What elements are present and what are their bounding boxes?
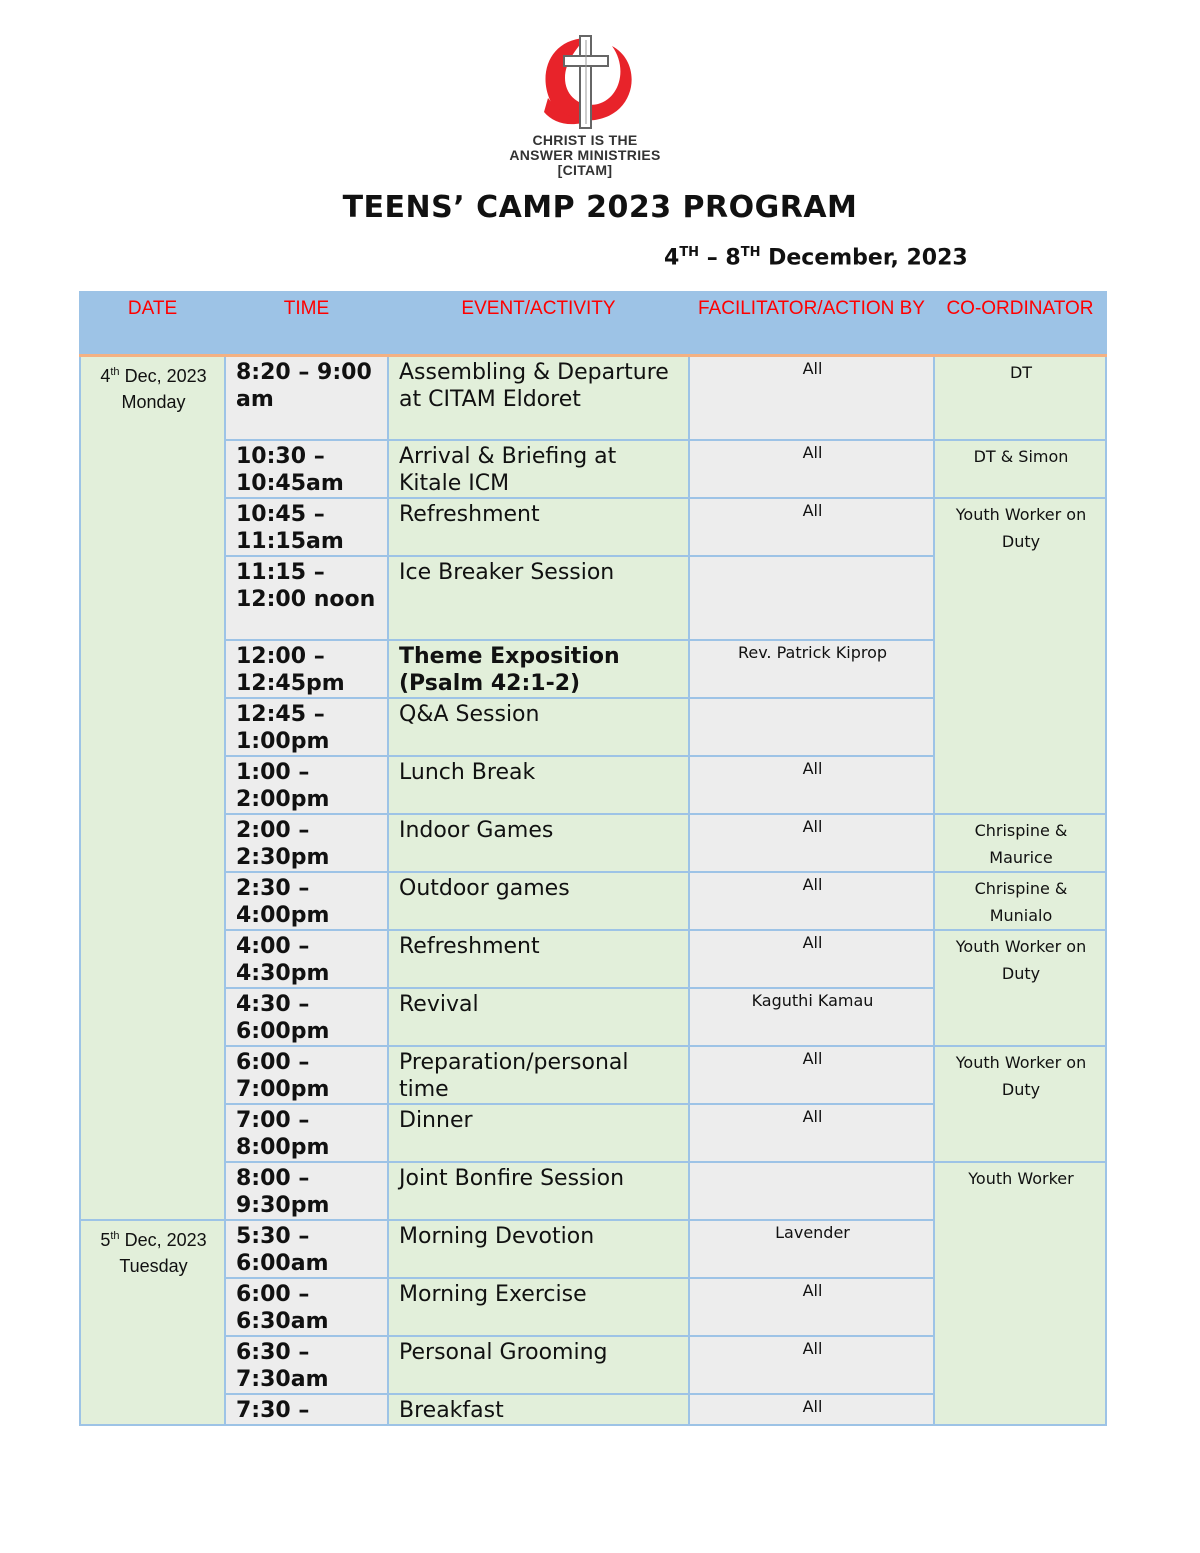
- facilitator-cell: All: [689, 756, 934, 814]
- event-dates: 4TH – 8TH December, 2023: [664, 245, 968, 271]
- header-coordinator: CO-ORDINATOR: [934, 292, 1106, 356]
- time-cell: 2:30 – 4:00pm: [225, 872, 388, 930]
- event-cell: Arrival & Briefing at Kitale ICM: [388, 440, 689, 498]
- time-cell: 8:00 – 9:30pm: [225, 1162, 388, 1220]
- time-cell: 7:30 –: [225, 1394, 388, 1425]
- date-cell-day2: 5th Dec, 2023 Tuesday: [80, 1220, 225, 1425]
- facilitator-cell: All: [689, 1104, 934, 1162]
- facilitator-cell: All: [689, 1394, 934, 1425]
- event-cell: Ice Breaker Session: [388, 556, 689, 640]
- time-cell: 7:00 – 8:00pm: [225, 1104, 388, 1162]
- facilitator-cell: Lavender: [689, 1220, 934, 1278]
- time-cell: 6:00 – 7:00pm: [225, 1046, 388, 1104]
- facilitator-cell: [689, 698, 934, 756]
- date-cell-day1: 4th Dec, 2023 Monday: [80, 356, 225, 1220]
- table-row: [80, 1046, 1106, 1104]
- time-cell: 5:30 – 6:00am: [225, 1220, 388, 1278]
- event-cell: Lunch Break: [388, 756, 689, 814]
- facilitator-cell: All: [689, 1336, 934, 1394]
- table-row: [80, 930, 1106, 988]
- table-row: [80, 872, 1106, 930]
- event-cell: Morning Exercise: [388, 1278, 689, 1336]
- event-cell: Preparation/personal time: [388, 1046, 689, 1104]
- time-cell: 12:00 – 12:45pm: [225, 640, 388, 698]
- facilitator-cell: All: [689, 930, 934, 988]
- time-cell: 4:00 – 4:30pm: [225, 930, 388, 988]
- facilitator-cell: All: [689, 440, 934, 498]
- event-cell: Personal Grooming: [388, 1336, 689, 1394]
- table-header-row: [80, 292, 1106, 356]
- facilitator-cell: Rev. Patrick Kiprop: [689, 640, 934, 698]
- coordinator-cell: Youth Worker on Duty: [934, 498, 1106, 814]
- event-cell: Revival: [388, 988, 689, 1046]
- header-event: EVENT/ACTIVITY: [388, 292, 689, 356]
- header-time: TIME: [225, 292, 388, 356]
- coordinator-cell: Chrispine & Munialo: [934, 872, 1106, 930]
- event-cell: Joint Bonfire Session: [388, 1162, 689, 1220]
- facilitator-cell: All: [689, 872, 934, 930]
- table-row: [80, 440, 1106, 498]
- header-facilitator: FACILITATOR/ACTION BY: [689, 292, 934, 356]
- time-cell: 12:45 – 1:00pm: [225, 698, 388, 756]
- facilitator-cell: [689, 1162, 934, 1220]
- logo-line-1: CHRIST IS THE: [532, 132, 638, 148]
- facilitator-cell: All: [689, 1278, 934, 1336]
- event-cell: Morning Devotion: [388, 1220, 689, 1278]
- facilitator-cell: Kaguthi Kamau: [689, 988, 934, 1046]
- coordinator-cell: Youth Worker on Duty: [934, 930, 1106, 1046]
- coordinator-cell: Chrispine & Maurice: [934, 814, 1106, 872]
- event-cell: Outdoor games: [388, 872, 689, 930]
- time-cell: 10:30 – 10:45am: [225, 440, 388, 498]
- facilitator-cell: All: [689, 814, 934, 872]
- event-cell: Refreshment: [388, 498, 689, 556]
- event-cell: Refreshment: [388, 930, 689, 988]
- coordinator-cell: Youth Worker on Duty: [934, 1046, 1106, 1162]
- event-cell: Dinner: [388, 1104, 689, 1162]
- time-cell: 11:15 – 12:00 noon: [225, 556, 388, 640]
- program-table: [79, 291, 1107, 1426]
- logo-line-2: ANSWER MINISTRIES: [509, 147, 661, 163]
- facilitator-cell: All: [689, 356, 934, 440]
- facilitator-cell: All: [689, 498, 934, 556]
- time-cell: 6:00 – 6:30am: [225, 1278, 388, 1336]
- dove-cross-logo-icon: [520, 28, 650, 133]
- time-cell: 6:30 – 7:30am: [225, 1336, 388, 1394]
- event-cell: Breakfast: [388, 1394, 689, 1425]
- time-cell: 4:30 – 6:00pm: [225, 988, 388, 1046]
- page-title: TEENS’ CAMP 2023 PROGRAM: [342, 190, 858, 225]
- event-cell: Q&A Session: [388, 698, 689, 756]
- facilitator-cell: [689, 556, 934, 640]
- time-cell: 1:00 – 2:00pm: [225, 756, 388, 814]
- coordinator-cell: Youth Worker: [934, 1162, 1106, 1425]
- table-row: [80, 814, 1106, 872]
- facilitator-cell: All: [689, 1046, 934, 1104]
- coordinator-cell: DT: [934, 356, 1106, 440]
- coordinator-cell: DT & Simon: [934, 440, 1106, 498]
- citam-logo: [470, 28, 700, 188]
- time-cell: 2:00 – 2:30pm: [225, 814, 388, 872]
- table-row: [80, 356, 1106, 440]
- time-cell: 10:45 – 11:15am: [225, 498, 388, 556]
- table-row: [80, 498, 1106, 556]
- table-row: [80, 1162, 1106, 1220]
- event-cell: Assembling & Departure at CITAM Eldoret: [388, 356, 689, 440]
- logo-line-3: [CITAM]: [557, 162, 613, 178]
- event-cell: Indoor Games: [388, 814, 689, 872]
- time-cell: 8:20 – 9:00 am: [225, 356, 388, 440]
- header-date: DATE: [80, 292, 225, 356]
- event-cell: Theme Exposition (Psalm 42:1-2): [388, 640, 689, 698]
